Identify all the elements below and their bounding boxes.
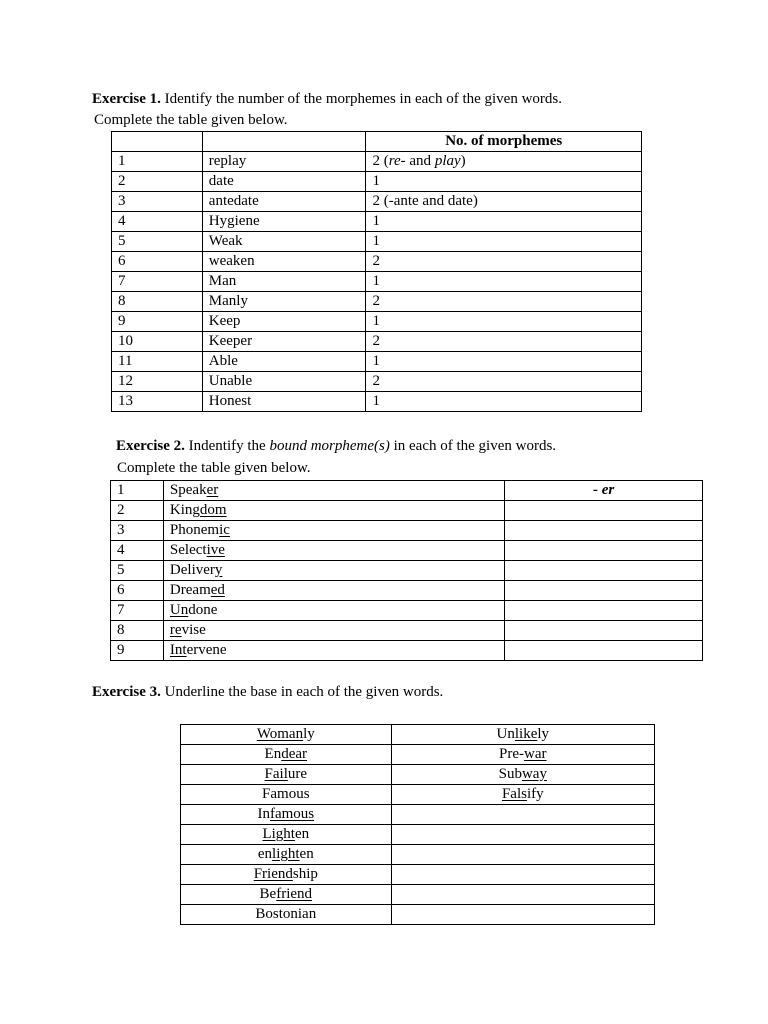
- underlined-part: friend: [276, 886, 313, 902]
- word-cell: date: [202, 172, 366, 192]
- word-cell: Unable: [202, 372, 366, 392]
- row-number: 8: [111, 621, 164, 641]
- word-part: en: [257, 846, 273, 862]
- table-row: [181, 845, 655, 865]
- table-row: [181, 805, 655, 825]
- exercise-1-title: Exercise 1.: [92, 91, 161, 107]
- exercise-2-heading: [116, 435, 556, 457]
- word-cell: antedate: [202, 192, 366, 212]
- word-cell-right: [391, 905, 654, 925]
- underlined-part: Light: [262, 826, 295, 842]
- word-part: Phonem: [169, 522, 220, 538]
- row-number: 9: [112, 312, 203, 332]
- morpheme-count: 1: [366, 172, 642, 192]
- underlined-part: ic: [219, 522, 230, 538]
- row-number: 7: [111, 601, 164, 621]
- word-cell: [163, 501, 504, 521]
- row-number: 12: [112, 372, 203, 392]
- morpheme-count: 2: [366, 372, 642, 392]
- row-number: 5: [111, 561, 164, 581]
- underlined-part: Int: [169, 642, 187, 658]
- underlined-part: famous: [269, 806, 315, 822]
- table-row: [111, 521, 703, 541]
- table-row: [111, 601, 703, 621]
- exercise-2-instruction-a: Indentify the: [188, 438, 266, 454]
- row-number: 1: [112, 152, 203, 172]
- table-row: [181, 905, 655, 925]
- exercise-2-title: Exercise 2.: [116, 438, 185, 454]
- word-cell: Keeper: [202, 332, 366, 352]
- row-number: 7: [112, 272, 203, 292]
- word-cell-right: [391, 765, 654, 785]
- table-row: [112, 192, 642, 212]
- table-row: [112, 272, 642, 292]
- word-cell: [163, 561, 504, 581]
- answer-cell: [505, 621, 703, 641]
- word-cell-left: [181, 745, 392, 765]
- underlined-part: Fals: [501, 786, 527, 802]
- word-part: Dream: [169, 582, 211, 598]
- morpheme-count: 1: [366, 352, 642, 372]
- table-row: [112, 372, 642, 392]
- table-row: [112, 172, 642, 192]
- row-number: 3: [112, 192, 203, 212]
- table-row: [111, 581, 703, 601]
- row-number: 10: [112, 332, 203, 352]
- answer-cell: [505, 581, 703, 601]
- underlined-part: Fail: [264, 766, 288, 782]
- table-row: [111, 541, 703, 561]
- word-part: Select: [169, 542, 207, 558]
- table-row: [181, 765, 655, 785]
- table-row: [111, 561, 703, 581]
- word-cell: replay: [202, 152, 366, 172]
- word-cell-right: [391, 865, 654, 885]
- word-cell: weaken: [202, 252, 366, 272]
- table-row: [111, 501, 703, 521]
- exercise-3-heading: [92, 681, 443, 703]
- word-cell: [163, 621, 504, 641]
- word-cell: Hygiene: [202, 212, 366, 232]
- underlined-part: Un: [169, 602, 189, 618]
- word-cell: Honest: [202, 392, 366, 412]
- morpheme-count: 2 (re- and play): [366, 152, 642, 172]
- answer-cell: - er: [505, 481, 703, 501]
- table-row: [111, 481, 703, 501]
- word-cell-right: [391, 885, 654, 905]
- word-part: Un: [496, 726, 515, 742]
- exercise-1-heading: [92, 88, 562, 110]
- morpheme-count: 1: [366, 392, 642, 412]
- row-number: 2: [111, 501, 164, 521]
- row-number: 4: [112, 212, 203, 232]
- table-row: [181, 865, 655, 885]
- underlined-part: Woman: [256, 726, 304, 742]
- table-row: [112, 212, 642, 232]
- morpheme-count: 2: [366, 252, 642, 272]
- word-part: Speak: [169, 482, 207, 498]
- row-number: 9: [111, 641, 164, 661]
- word-cell-left: [181, 865, 392, 885]
- exercise-1-instruction: Identify the number of the morphemes in each of the given words.: [164, 91, 563, 107]
- morpheme-count: 2: [366, 332, 642, 352]
- morpheme-count: 1: [366, 212, 642, 232]
- word-part: ify: [526, 786, 544, 802]
- answer-cell: [505, 561, 703, 581]
- exercise-2-instruction-b: in each of the given words.: [393, 438, 557, 454]
- word-cell-right: [391, 805, 654, 825]
- table-row: [112, 392, 642, 412]
- exercise-1-table: [111, 131, 642, 412]
- morpheme-count: 1: [366, 272, 642, 292]
- word-part: vise: [181, 622, 206, 638]
- table-row: [112, 352, 642, 372]
- word-cell-left: [181, 825, 392, 845]
- word-cell-left: [181, 805, 392, 825]
- answer-cell: [505, 601, 703, 621]
- underlined-part: er: [206, 482, 219, 498]
- underlined-part: way: [521, 766, 547, 782]
- morpheme-count: 1: [366, 232, 642, 252]
- exercise-1-instruction-2: Complete the table given below.: [94, 112, 288, 128]
- word-cell-right: [391, 825, 654, 845]
- word-part: en: [294, 826, 310, 842]
- word-cell-left: [181, 845, 392, 865]
- table-row: [111, 621, 703, 641]
- word-part: ly: [537, 726, 550, 742]
- header-empty-cell: [112, 132, 203, 152]
- exercise-3-title: Exercise 3.: [92, 684, 161, 700]
- word-part: En: [264, 746, 282, 762]
- word-part: Deliver: [169, 562, 215, 578]
- table-row: [112, 292, 642, 312]
- underlined-part: light: [272, 846, 300, 862]
- underlined-part: war: [524, 746, 547, 762]
- word-cell: Able: [202, 352, 366, 372]
- word-cell-right: [391, 725, 654, 745]
- row-number: 6: [112, 252, 203, 272]
- word-part: ship: [292, 866, 318, 882]
- word-cell: Manly: [202, 292, 366, 312]
- word-part: Famous: [262, 786, 310, 802]
- word-cell-left: [181, 785, 392, 805]
- row-number: 5: [112, 232, 203, 252]
- word-cell: [163, 601, 504, 621]
- word-part: In: [257, 806, 270, 822]
- underlined-part: ed: [210, 582, 225, 598]
- word-cell-left: [181, 885, 392, 905]
- table-row: [181, 825, 655, 845]
- word-cell: [163, 481, 504, 501]
- answer-cell: [505, 501, 703, 521]
- table-row: [181, 785, 655, 805]
- word-part: Sub: [498, 766, 522, 782]
- header-empty-cell: [202, 132, 366, 152]
- exercise-2-table: [110, 480, 703, 661]
- table-row: [111, 641, 703, 661]
- answer-cell: [505, 541, 703, 561]
- answer-cell: [505, 521, 703, 541]
- word-part: ure: [287, 766, 308, 782]
- word-cell: Weak: [202, 232, 366, 252]
- row-number: 3: [111, 521, 164, 541]
- exercise-3-table: [180, 724, 655, 925]
- underlined-part: Friend: [253, 866, 293, 882]
- exercise-3-instruction: Underline the base in each of the given words.: [164, 684, 444, 700]
- word-cell: Keep: [202, 312, 366, 332]
- row-number: 1: [111, 481, 164, 501]
- word-part: done: [188, 602, 218, 618]
- header-morphemes: No. of morphemes: [366, 132, 642, 152]
- row-number: 4: [111, 541, 164, 561]
- word-cell: [163, 541, 504, 561]
- table-row: [112, 312, 642, 332]
- underlined-part: dom: [199, 502, 227, 518]
- table-row: [181, 745, 655, 765]
- word-cell-left: [181, 905, 392, 925]
- word-cell: [163, 521, 504, 541]
- word-cell-right: [391, 845, 654, 865]
- row-number: 8: [112, 292, 203, 312]
- table-row: [181, 885, 655, 905]
- table-row: [181, 725, 655, 745]
- table-row: [112, 232, 642, 252]
- exercise-2-instruction-italic: bound morpheme(s): [269, 438, 390, 454]
- answer-cell: [505, 641, 703, 661]
- word-part: en: [299, 846, 314, 862]
- word-part: Be: [259, 886, 277, 902]
- word-cell: Man: [202, 272, 366, 292]
- row-number: 6: [111, 581, 164, 601]
- morpheme-count: 2: [366, 292, 642, 312]
- underlined-part: re: [169, 622, 182, 638]
- row-number: 11: [112, 352, 203, 372]
- row-number: 2: [112, 172, 203, 192]
- underlined-part: dear: [281, 746, 308, 762]
- word-cell: [163, 581, 504, 601]
- underlined-part: ive: [206, 542, 225, 558]
- word-part: ervene: [186, 642, 227, 658]
- word-part: ly: [303, 726, 315, 742]
- underlined-part: y: [214, 562, 223, 578]
- word-cell-left: [181, 765, 392, 785]
- word-part: King: [169, 502, 200, 518]
- table-row: [112, 152, 642, 172]
- table-row: [112, 252, 642, 272]
- table-row: [112, 332, 642, 352]
- underlined-part: like: [514, 726, 538, 742]
- word-part: Bostonian: [255, 906, 317, 922]
- word-part: Pre-: [499, 746, 525, 762]
- word-cell-left: [181, 725, 392, 745]
- word-cell-right: [391, 745, 654, 765]
- morpheme-count: 2 (-ante and date): [366, 192, 642, 212]
- morpheme-count: 1: [366, 312, 642, 332]
- row-number: 13: [112, 392, 203, 412]
- word-cell-right: [391, 785, 654, 805]
- exercise-1-header-row: [112, 132, 642, 152]
- word-cell: [163, 641, 504, 661]
- exercise-2-instruction-2: Complete the table given below.: [117, 460, 311, 476]
